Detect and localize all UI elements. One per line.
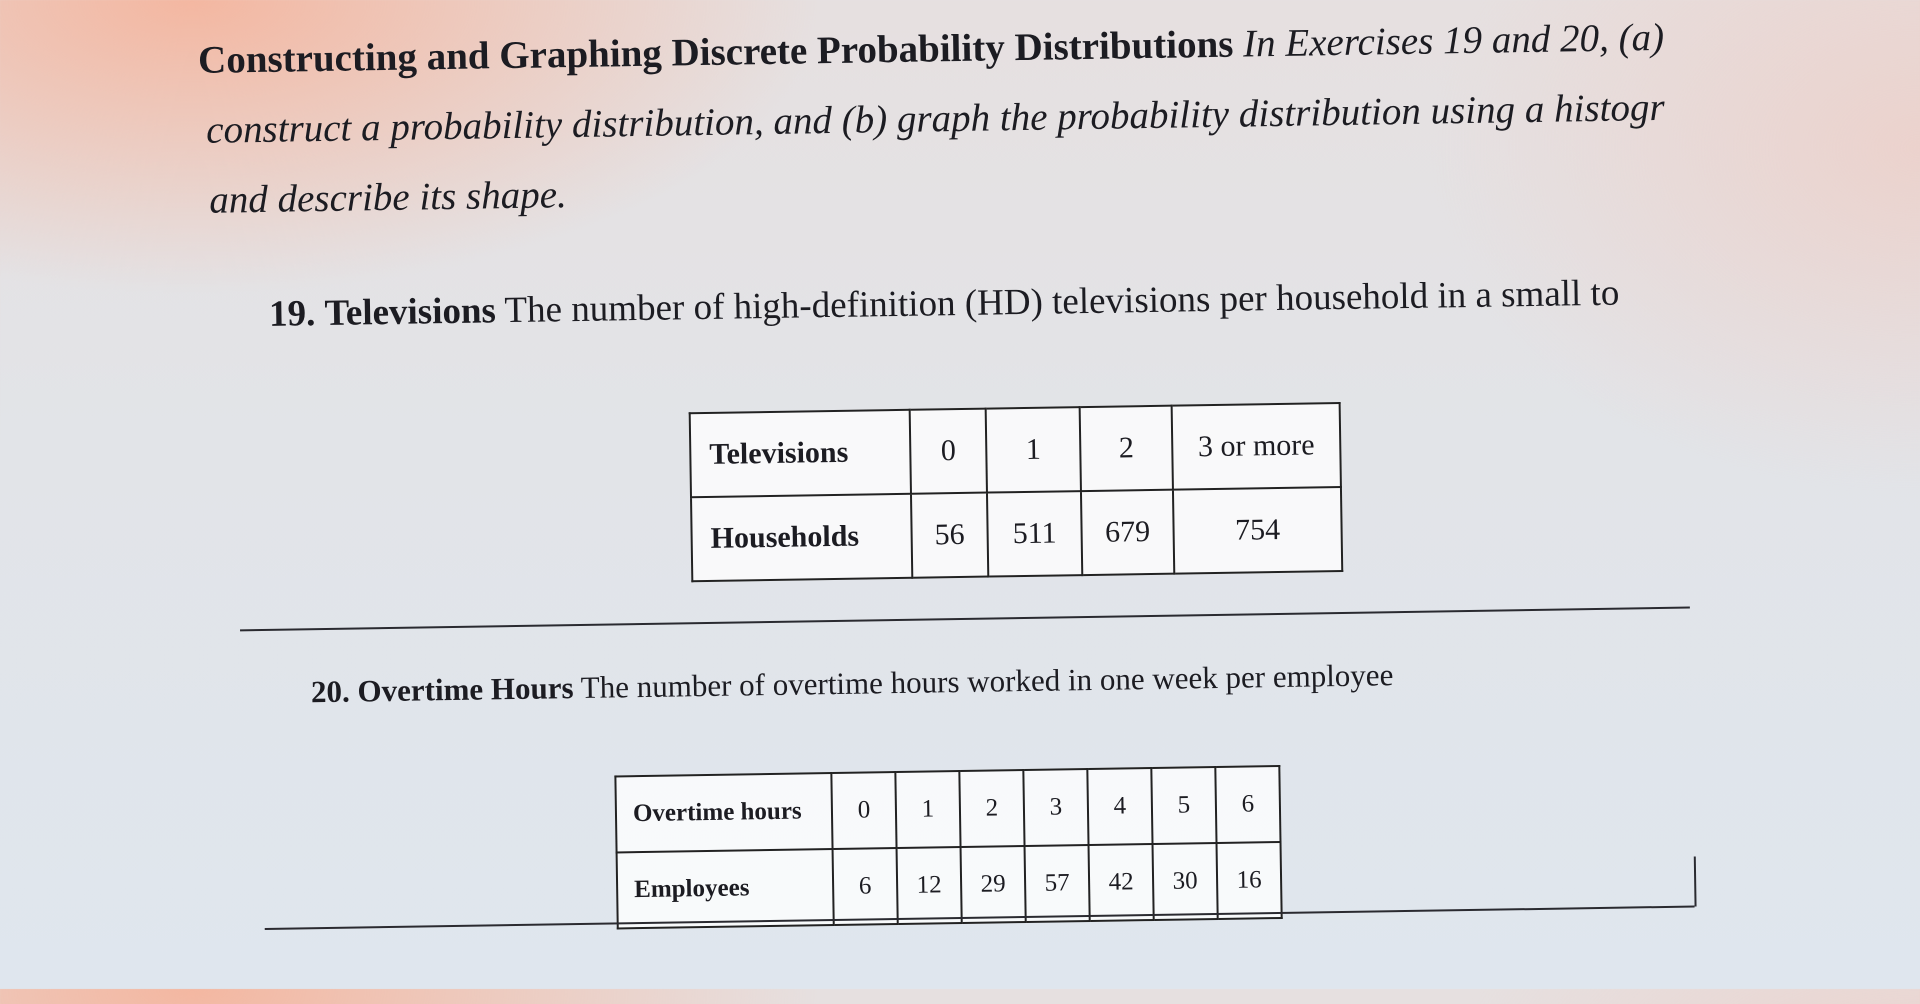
exercise-20-table <box>614 765 1282 929</box>
table-cell: 3 <box>1023 769 1088 846</box>
table-cell: 4 <box>1087 768 1152 845</box>
table-cell: 42 <box>1089 844 1154 921</box>
table-row-header: Households <box>691 494 912 581</box>
table-cell: 0 <box>910 409 987 494</box>
table-row <box>690 403 1341 497</box>
exercise-20-text: The number of overtime hours worked in one week per employee <box>580 657 1394 705</box>
table-row <box>691 487 1342 581</box>
table-cell: 57 <box>1025 845 1090 922</box>
table-cell: 679 <box>1081 490 1174 575</box>
table-row <box>615 766 1280 852</box>
divider-line <box>1694 856 1697 906</box>
table-cell: 1 <box>986 407 1081 492</box>
instructions-line-2: construct a probability distribution, and (b) graph the probability distribution using a histogr <box>205 85 1665 152</box>
table-cell: 29 <box>961 846 1026 923</box>
table-cell: 1 <box>895 771 960 848</box>
table-row-header: Overtime hours <box>615 773 832 852</box>
instructions-line-1 <box>198 17 1665 83</box>
instructions-line-3: and describe its shape. <box>208 173 568 222</box>
table-cell: 5 <box>1151 767 1216 844</box>
table-cell: 56 <box>911 493 988 578</box>
exercise-20-number: 20. <box>310 673 351 710</box>
table-cell: 6 <box>833 848 898 925</box>
exercise-20-title: Overtime Hours <box>357 670 574 709</box>
table-cell: 30 <box>1153 843 1218 920</box>
table-cell: 16 <box>1217 842 1282 919</box>
instructions-intro: In Exercises 19 and 20, (a) <box>1242 15 1665 66</box>
table-row-header: Employees <box>617 849 834 928</box>
table-cell: 754 <box>1173 487 1342 574</box>
table-cell: 6 <box>1215 766 1280 843</box>
exercise-19-prompt <box>269 274 1620 336</box>
exercise-19-title: Televisions <box>324 290 497 334</box>
exercise-19-table <box>689 402 1344 582</box>
table-cell: 3 or more <box>1172 403 1341 490</box>
table-row-header: Televisions <box>690 410 911 497</box>
exercise-20-prompt <box>311 658 1394 709</box>
section-heading: Constructing and Graphing Discrete Probability Distributions <box>197 22 1234 82</box>
table-cell: 511 <box>987 491 1082 576</box>
table-cell: 0 <box>831 772 896 849</box>
table-cell: 2 <box>1080 406 1173 491</box>
exercise-19-number: 19. <box>268 293 316 335</box>
divider-line <box>240 607 1690 632</box>
exercise-19-text: The number of high-definition (HD) televisions per household in a small to <box>504 272 1620 332</box>
table-cell: 2 <box>959 770 1024 847</box>
table-cell: 12 <box>897 847 962 924</box>
